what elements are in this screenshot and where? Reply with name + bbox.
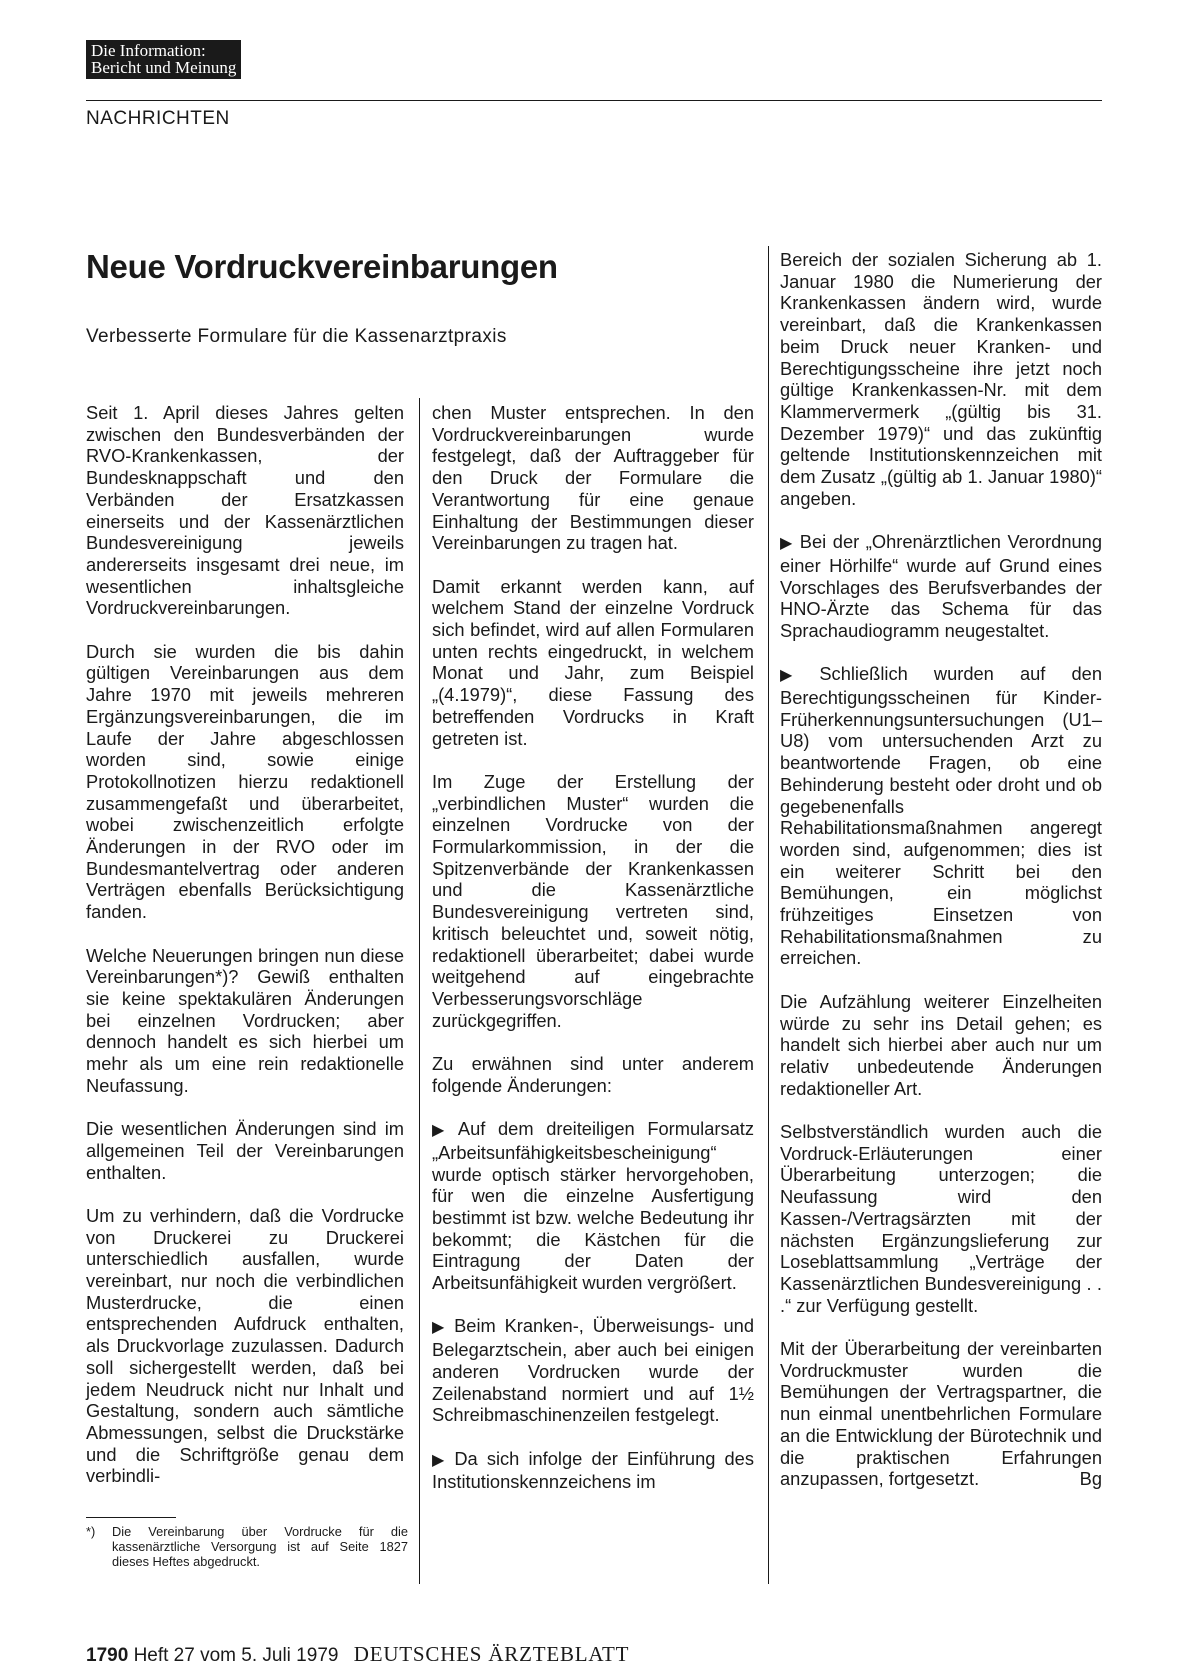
bullet-text: Auf dem dreiteiligen Formularsatz „Arbeitsunfähigkeitsbescheinigung“ wurde optisch stärker hervorgehoben, für wen die einzelne Ausfertigung bestimmt ist bzw. welche Bedeutung ihr bekommt; die Kästchen für die Eintragung der Daten der Arbeitsunfähigkeit wurden vergrößert. xyxy=(432,1118,754,1294)
paragraph: Die wesentlichen Änderungen sind im allgemeinen Teil der Vereinbarungen enthalten. xyxy=(86,1118,404,1183)
paragraph: Die Aufzählung weiterer Einzelheiten würde zu sehr ins Detail gehen; es handelt sich hierbei aber auch nur um relativ unbedeutende Änderungen redaktioneller Art. xyxy=(780,990,1102,1099)
paragraph: Im Zuge der Erstellung der „verbindlichen Muster“ wurden die einzelnen Vordrucke von der Formularkommission, in der die Spitzenverbände der Krankenkassen und die Kassenärztliche Bundesvereinigung vertreten sind, kritisch beleuchtet und, soweit nötig, redaktionell überarbeitet; dabei wurde weitgehend auf eingebrachte Verbesserungsvorschläge zurückgegriffen. xyxy=(432,770,754,1031)
arrow-right-icon: ▶ xyxy=(432,1122,452,1140)
column-divider-2 xyxy=(768,246,769,1584)
section-label: NACHRICHTEN xyxy=(86,108,230,129)
paragraph: Um zu verhindern, daß die Vordrucke von Druckerei zu Druckerei unterschiedlich ausfallen, wurde vereinbart, nur noch die verbindlichen Musterdrucke, die einen entsprechenden Aufdruck enthalten, als Druckvorlage zuzulassen. Dadurch soll sichergestellt werden, daß bei jedem Neudruck nicht nur Inhalt und Gestaltung, sondern auch sämtliche Abmessungen, selbst die Druckstärke und die Schriftgröße genau dem verbindli- xyxy=(86,1204,404,1487)
bullet-paragraph xyxy=(780,531,1102,642)
footnote xyxy=(86,1524,408,1569)
bullet-paragraph xyxy=(432,1315,754,1426)
column-1 xyxy=(86,402,404,1487)
arrow-right-icon: ▶ xyxy=(432,1451,449,1469)
paragraph: Durch sie wurden die bis dahin gültigen Vereinbarungen aus dem Jahre 1970 mit jeweils mehreren Ergänzungsvereinbarungen, die im Laufe der Jahre abgeschlossen worden sind, sowie einige Protokollnotizen hierzu redaktionell zusammengefaßt und überarbeitet, wobei zwischenzeitlich erfolgte Änderungen in der RVO oder im Bundesmantelvertrag oder anderen Verträgen ebenfalls Berücksichtigung fanden. xyxy=(86,640,404,923)
paragraph: Welche Neuerungen bringen nun diese Vereinbarungen*)? Gewiß enthalten sie keine spektakulären Änderungen bei einzelnen Vordrucken; aber dennoch handelt es sich hierbei um mehr als um eine rein redaktionelle Neufassung. xyxy=(86,944,404,1096)
bullet-paragraph xyxy=(780,663,1102,969)
paragraph: Seit 1. April dieses Jahres gelten zwischen den Bundesverbänden der RVO-Krankenkassen, der Bundesknappschaft und den Verbänden der Ersatzkassen einerseits und der Kassenärztlichen Bundesvereinigung jeweils andererseits insgesamt drei neue, im wesentlichen inhaltsgleiche Vordruckvereinbarungen. xyxy=(86,402,404,619)
header-rule xyxy=(86,100,1102,101)
column-3 xyxy=(780,249,1102,1490)
column-2 xyxy=(432,402,754,1493)
paragraph: Damit erkannt werden kann, auf welchem Stand der einzelne Vordruck sich befindet, wird auf allen Formularen unten rechts eingedruckt, in welchem Monat und Jahr, zum Beispiel „(4.1979)“, diese Fassung des betreffenden Vordrucks in Kraft getreten ist. xyxy=(432,575,754,749)
author-signature: Bg xyxy=(1079,1468,1102,1490)
paragraph: Bereich der sozialen Sicherung ab 1. Januar 1980 die Numerierung der Krankenkassen ändern wird, wurde vereinbart, daß die Krankenkassen beim Druck neuer Kranken- und Berechtigungsscheine ihre jetzt noch gültige Krankenkassen-Nr. mit dem Klammervermerk „(gültig bis 31. Dezember 1979)“ und das zukünftig geltende Institutionskennzeichen mit dem Zusatz „(gültig ab 1. Januar 1980)“ angeben. xyxy=(780,249,1102,509)
page-number: 1790 xyxy=(86,1645,129,1666)
footnote-rule xyxy=(86,1517,176,1518)
column-divider-1 xyxy=(419,398,420,1584)
article-title: Neue Vordruckvereinbarungen xyxy=(86,248,558,285)
paragraph: Zu erwähnen sind unter anderem folgende Änderungen: xyxy=(432,1053,754,1096)
bullet-paragraph xyxy=(432,1118,754,1294)
footnote-mark: *) xyxy=(86,1524,96,1539)
arrow-right-icon: ▶ xyxy=(780,667,814,685)
closing-paragraph xyxy=(780,1338,1102,1490)
arrow-right-icon: ▶ xyxy=(780,535,794,553)
article-subtitle: Verbesserte Formulare für die Kassenarztpraxis xyxy=(86,326,507,347)
bullet-text: Beim Kranken-, Überweisungs- und Belegarztschein, aber auch bei einigen anderen Vordrucken wurde der Zeilenabstand normiert und auf 1½ Schreibmaschinenzeilen festgelegt. xyxy=(432,1315,754,1426)
rubric-line-2: Bericht und Meinung xyxy=(91,58,237,77)
journal-name: DEUTSCHES ÄRZTEBLATT xyxy=(353,1642,630,1666)
bullet-text: Schließlich wurden auf den Berechtigungsscheinen für Kinder-Früherkennungsuntersuchungen (U1–U8) vom untersuchenden Arzt zu beantwortende Fragen, ob eine Behinderung besteht oder droht und ob gegebenenfalls Rehabilitationsmaßnahmen angeregt worden sind, aufgenommen; dies ist ein weiterer Schritt bei den Bemühungen, ein möglichst frühzeitiges Einsetzen von Rehabilitationsmaßnahmen zu erreichen. xyxy=(780,663,1102,969)
rubric-box xyxy=(86,40,241,79)
arrow-right-icon: ▶ xyxy=(432,1319,449,1337)
rubric-line-1: Die Information: xyxy=(91,41,206,60)
footnote-text: Die Vereinbarung über Vordrucke für die kassenärztliche Versorgung ist auf Seite 1827 dieses Heftes abgedruckt. xyxy=(112,1524,408,1569)
page-footer xyxy=(86,1642,629,1667)
closing-text: Mit der Überarbeitung der vereinbarten Vordruckmuster wurden die Bemühungen der Vertragspartner, die nun einmal unentbehrlichen Formulare an die Entwicklung der Bürotechnik und die praktischen Erfahrungen anzupassen, fortgesetzt. xyxy=(780,1338,1102,1490)
bullet-text: Da sich infolge der Einführung des Institutionskennzeichens im xyxy=(432,1447,754,1493)
paragraph: Selbstverständlich wurden auch die Vordruck-Erläuterungen einer Überarbeitung unterzogen; die Neufassung wird den Kassen-/Vertragsärzten mit der nächsten Ergänzungslieferung zur Loseblattsammlung „Verträge der Kassenärztlichen Bundesvereinigung . . .“ zur Verfügung gestellt. xyxy=(780,1121,1102,1316)
bullet-text: Bei der „Ohrenärztlichen Verordnung einer Hörhilfe“ wurde auf Grund eines Vorschlages des Berufsverbandes der HNO-Ärzte das Schema für das Sprachaudiogramm neugestaltet. xyxy=(780,531,1102,641)
issue-info: Heft 27 vom 5. Juli 1979 xyxy=(133,1645,339,1666)
paragraph: chen Muster entsprechen. In den Vordruckvereinbarungen wurde festgelegt, daß der Auftraggeber für den Druck der Formulare die Verantwortung für eine genaue Einhaltung der Bestimmungen dieser Vereinbarungen zu tragen hat. xyxy=(432,402,754,554)
bullet-paragraph xyxy=(432,1448,754,1493)
